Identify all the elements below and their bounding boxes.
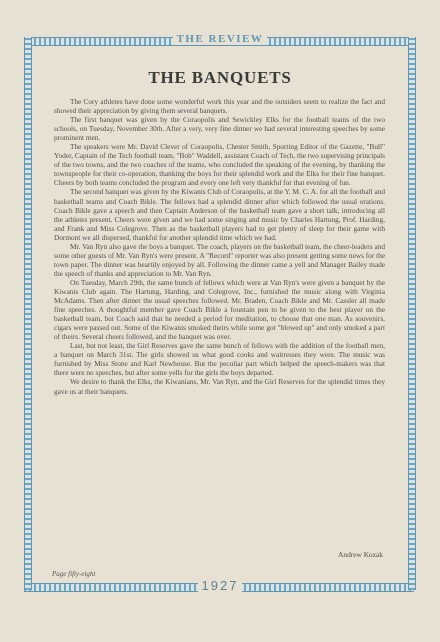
article-title: THE BANQUETS	[148, 68, 292, 87]
article-body	[54, 97, 385, 396]
border-right	[408, 37, 416, 590]
running-header	[0, 33, 440, 45]
paragraph: Mr. Van Ryn also gave the boys a banquet. The coach, players on the basketball team, the cheer-leaders and some other guests of Mr. Van Ryn's were present. A "Record" reporter was also present getting some news for the town paper. The dinner was heartily enjoyed by all. Following the dinner came a yell and Manager Bailey made the speech of thanks and appreciation to Mr. Van Ryn.	[54, 241, 385, 278]
paragraph: The speakers were Mr. David Clever of Coraopolis, Chester Smith, Sporting Editor of the Gazette, "Bull" Yoder, Captain of the Tech football team, "Bob" Waddell, assistant Coach of Tech, the two supervising principals of the two towns, and the two coaches of the teams, who concluded the speaking of the evening, by thanking the townspeople for their co-operation, thanking the boys for their splendid work and the Elks for their fine banquet. Cheers by both teams concluded the program and every one left very thankful for that evening of fun.	[54, 142, 385, 188]
paragraph: On Tuesday, March 29th, the same bunch of fellows which were at Van Ryn's were given a banquet by the Kiwanis Club again. The Hartung, Harding, and Colegrove, Inc., furnished the music along with Virginia McAdams. Then after dinner the usual speeches followed. Mr. Braden, Coach Bikle and Mr. Cassler all made fine speeches. A thoughtful member gave Coach Bikle a fountain pen to be given to the best player on the basketball team, but Coach said that he needed a period for meditation, to choose that one man. As souvenirs, cigars were passed out. Some of the Kiwanis smoked theirs while some got "blowed up" and only smoked a part of theirs. Several cheers followed, and the banquet was over.	[54, 277, 385, 342]
paragraph: The Cory athletes have done some wonderful work this year and the outsiders seem to realize the fact and showed their appreciation by giving them several banquets.	[54, 97, 385, 116]
year-label: 1927	[198, 578, 243, 593]
border-left	[24, 37, 32, 590]
paragraph: The first banquet was given by the Coraopolis and Sewickley Elks for the football teams of the two schools, on Tuesday, November 30th. After a very, very fine dinner we had several interesting speeches by some prominent men.	[54, 115, 385, 143]
paragraph: We desire to thank the Elks, the Kiwanians, Mr. Van Ryn, and the Girl Reserves for the splendid times they gave us at their banquets.	[54, 377, 385, 396]
footer-year	[0, 578, 440, 593]
author-signature: Andrew Kozak	[338, 550, 383, 559]
page-number: Page fifty-eight	[52, 570, 96, 578]
paragraph: Last, but not least, the Girl Reserves gave the same bunch of fellows with the addition of the football men, a banquet on March 31st. The girls showed us what good cooks and waitresses they were. The music was furnished by Miss Stone and Karl Newhouse. But the peculiar part which helped the speech-makers was that there were no speeches, but after some yells for the girls the boys departed.	[54, 341, 385, 378]
header-title: THE REVIEW	[173, 33, 268, 45]
paragraph: The second banquet was given by the Kiwanis Club of Coraopolis, at the Y. M. C. A. for all the football and basketball teams and Coach Bikle. The fellows had a splendid dinner after which followed the usual orations. Coach Bikle gave a speech and then Captain Anderson of the basketball team gave a short talk, introducing all the athletes present. Cheers were given and we had some singing and music by Charles Hartung, Prof. Harding, and Frank and Miss Colegrove. Then as the basketball players had to get plenty of sleep for their game with Dormont we all dispersed, thankful for another splendid time which we had.	[54, 187, 385, 242]
